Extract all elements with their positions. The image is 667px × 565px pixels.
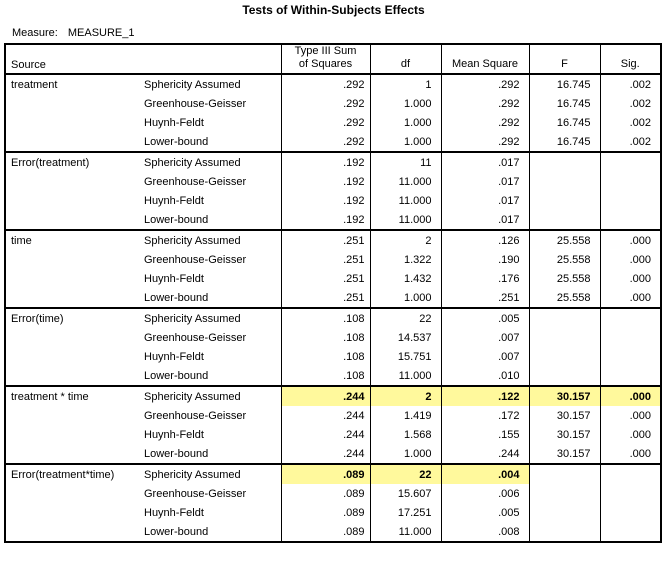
f-cell: 25.558 — [529, 230, 600, 250]
mean-square-cell: .126 — [441, 230, 529, 250]
mean-square-cell: .004 — [441, 464, 529, 484]
source-cell — [5, 172, 139, 191]
f-cell: 16.745 — [529, 132, 600, 152]
source-cell — [5, 288, 139, 308]
mean-square-cell: .017 — [441, 191, 529, 210]
sig-cell — [600, 210, 661, 230]
sum-of-squares-cell: .108 — [281, 366, 370, 386]
table-row — [5, 522, 661, 542]
df-cell: 1.000 — [370, 132, 441, 152]
correction-method-cell: Huynh-Feldt — [139, 269, 281, 288]
df-cell: 2 — [370, 230, 441, 250]
sig-cell — [600, 464, 661, 484]
mean-square-cell: .008 — [441, 522, 529, 542]
measure-line — [12, 27, 135, 39]
f-cell — [529, 464, 600, 484]
sig-cell: .000 — [600, 386, 661, 406]
source-group — [5, 74, 661, 152]
sum-of-squares-cell: .108 — [281, 347, 370, 366]
sum-of-squares-cell: .192 — [281, 152, 370, 172]
sum-of-squares-cell: .089 — [281, 484, 370, 503]
correction-method-cell: Greenhouse-Geisser — [139, 94, 281, 113]
sig-cell — [600, 366, 661, 386]
mean-square-cell: .007 — [441, 328, 529, 347]
sig-cell: .002 — [600, 113, 661, 132]
sum-of-squares-cell: .251 — [281, 230, 370, 250]
mean-square-cell: .172 — [441, 406, 529, 425]
sig-cell — [600, 191, 661, 210]
correction-method-cell: Lower-bound — [139, 132, 281, 152]
sum-of-squares-cell: .108 — [281, 308, 370, 328]
sig-cell: .000 — [600, 269, 661, 288]
sig-cell: .000 — [600, 250, 661, 269]
table-row — [5, 250, 661, 269]
f-cell: 30.157 — [529, 425, 600, 444]
f-cell — [529, 328, 600, 347]
f-cell — [529, 503, 600, 522]
source-cell: treatment — [5, 74, 139, 94]
f-cell — [529, 308, 600, 328]
sig-cell — [600, 152, 661, 172]
correction-method-cell: Lower-bound — [139, 288, 281, 308]
mean-square-cell: .007 — [441, 347, 529, 366]
f-cell: 25.558 — [529, 288, 600, 308]
sig-cell — [600, 484, 661, 503]
source-cell — [5, 132, 139, 152]
sig-cell — [600, 308, 661, 328]
source-cell: time — [5, 230, 139, 250]
mean-square-cell: .176 — [441, 269, 529, 288]
correction-method-cell: Sphericity Assumed — [139, 386, 281, 406]
f-cell — [529, 172, 600, 191]
correction-method-cell: Huynh-Feldt — [139, 425, 281, 444]
f-cell — [529, 366, 600, 386]
sum-of-squares-cell: .089 — [281, 464, 370, 484]
df-cell: 22 — [370, 464, 441, 484]
table-row — [5, 230, 661, 250]
df-cell: 11.000 — [370, 191, 441, 210]
mean-square-cell: .122 — [441, 386, 529, 406]
correction-method-cell: Huynh-Feldt — [139, 347, 281, 366]
mean-square-cell: .292 — [441, 94, 529, 113]
df-cell: 1.000 — [370, 113, 441, 132]
header-row — [5, 44, 661, 74]
mean-square-cell: .017 — [441, 210, 529, 230]
sig-cell: .002 — [600, 94, 661, 113]
source-cell — [5, 269, 139, 288]
sig-cell — [600, 503, 661, 522]
sig-cell: .000 — [600, 288, 661, 308]
correction-method-cell: Greenhouse-Geisser — [139, 328, 281, 347]
df-cell: 11 — [370, 152, 441, 172]
correction-method-cell: Lower-bound — [139, 210, 281, 230]
table-row — [5, 347, 661, 366]
df-cell: 1.568 — [370, 425, 441, 444]
table-row — [5, 464, 661, 484]
measure-label: Measure: — [12, 27, 58, 39]
df-cell: 1 — [370, 74, 441, 94]
f-cell: 16.745 — [529, 94, 600, 113]
f-cell — [529, 522, 600, 542]
table-row — [5, 210, 661, 230]
sum-of-squares-cell: .192 — [281, 210, 370, 230]
source-cell: treatment * time — [5, 386, 139, 406]
source-cell — [5, 113, 139, 132]
source-cell — [5, 191, 139, 210]
header-f: F — [529, 44, 600, 74]
table-row — [5, 94, 661, 113]
sum-of-squares-cell: .108 — [281, 328, 370, 347]
measure-value: MEASURE_1 — [67, 27, 135, 39]
table-row — [5, 113, 661, 132]
df-cell: 15.607 — [370, 484, 441, 503]
mean-square-cell: .010 — [441, 366, 529, 386]
sum-of-squares-cell: .292 — [281, 132, 370, 152]
f-cell: 30.157 — [529, 444, 600, 464]
sig-cell — [600, 522, 661, 542]
sum-of-squares-cell: .292 — [281, 94, 370, 113]
mean-square-cell: .251 — [441, 288, 529, 308]
source-cell: Error(treatment*time) — [5, 464, 139, 484]
f-cell: 16.745 — [529, 113, 600, 132]
header-ss-line1: Type III Sum — [294, 45, 357, 57]
source-cell — [5, 425, 139, 444]
table-row — [5, 484, 661, 503]
f-cell — [529, 191, 600, 210]
df-cell: 1.322 — [370, 250, 441, 269]
mean-square-cell: .155 — [441, 425, 529, 444]
f-cell — [529, 210, 600, 230]
source-group — [5, 230, 661, 308]
table-row — [5, 444, 661, 464]
sum-of-squares-cell: .244 — [281, 444, 370, 464]
sum-of-squares-cell: .089 — [281, 503, 370, 522]
f-cell — [529, 484, 600, 503]
f-cell: 30.157 — [529, 406, 600, 425]
header-sum-of-squares — [281, 44, 370, 74]
mean-square-cell: .006 — [441, 484, 529, 503]
sig-cell: .000 — [600, 444, 661, 464]
table-title: Tests of Within-Subjects Effects — [242, 3, 425, 17]
df-cell: 1.000 — [370, 444, 441, 464]
source-cell: Error(time) — [5, 308, 139, 328]
sig-cell — [600, 172, 661, 191]
table-row — [5, 172, 661, 191]
source-cell — [5, 328, 139, 347]
source-cell — [5, 250, 139, 269]
sum-of-squares-cell: .251 — [281, 269, 370, 288]
correction-method-cell: Sphericity Assumed — [139, 464, 281, 484]
correction-method-cell: Sphericity Assumed — [139, 152, 281, 172]
sum-of-squares-cell: .192 — [281, 191, 370, 210]
sum-of-squares-cell: .192 — [281, 172, 370, 191]
sig-cell — [600, 328, 661, 347]
df-cell: 11.000 — [370, 210, 441, 230]
table-row — [5, 328, 661, 347]
f-cell — [529, 152, 600, 172]
source-group — [5, 308, 661, 386]
df-cell: 1.432 — [370, 269, 441, 288]
mean-square-cell: .005 — [441, 308, 529, 328]
f-cell — [529, 347, 600, 366]
table-row — [5, 308, 661, 328]
source-cell — [5, 210, 139, 230]
table-row — [5, 406, 661, 425]
source-cell — [5, 406, 139, 425]
sig-cell: .000 — [600, 406, 661, 425]
df-cell: 2 — [370, 386, 441, 406]
df-cell: 17.251 — [370, 503, 441, 522]
source-cell — [5, 94, 139, 113]
correction-method-cell: Greenhouse-Geisser — [139, 172, 281, 191]
correction-method-cell: Lower-bound — [139, 522, 281, 542]
f-cell: 25.558 — [529, 269, 600, 288]
table-row — [5, 503, 661, 522]
source-cell — [5, 522, 139, 542]
sum-of-squares-cell: .251 — [281, 288, 370, 308]
mean-square-cell: .244 — [441, 444, 529, 464]
f-cell: 30.157 — [529, 386, 600, 406]
header-source: Source — [5, 44, 281, 74]
table-row — [5, 132, 661, 152]
correction-method-cell: Greenhouse-Geisser — [139, 484, 281, 503]
correction-method-cell: Sphericity Assumed — [139, 308, 281, 328]
source-cell: Error(treatment) — [5, 152, 139, 172]
mean-square-cell: .005 — [441, 503, 529, 522]
correction-method-cell: Lower-bound — [139, 444, 281, 464]
sum-of-squares-cell: .251 — [281, 250, 370, 269]
correction-method-cell: Sphericity Assumed — [139, 230, 281, 250]
df-cell: 11.000 — [370, 522, 441, 542]
table-row — [5, 191, 661, 210]
header-ss-line2: of Squares — [298, 58, 353, 70]
source-cell — [5, 347, 139, 366]
table-row — [5, 74, 661, 94]
header-df: df — [370, 44, 441, 74]
header-sig: Sig. — [600, 44, 661, 74]
correction-method-cell: Greenhouse-Geisser — [139, 250, 281, 269]
df-cell: 15.751 — [370, 347, 441, 366]
within-subjects-effects-table — [4, 43, 662, 543]
mean-square-cell: .292 — [441, 113, 529, 132]
sum-of-squares-cell: .244 — [281, 386, 370, 406]
sig-cell: .002 — [600, 74, 661, 94]
sig-cell: .000 — [600, 425, 661, 444]
mean-square-cell: .017 — [441, 152, 529, 172]
source-group — [5, 152, 661, 230]
source-cell — [5, 366, 139, 386]
source-cell — [5, 503, 139, 522]
table-row — [5, 269, 661, 288]
correction-method-cell: Greenhouse-Geisser — [139, 406, 281, 425]
df-cell: 1.000 — [370, 288, 441, 308]
df-cell: 22 — [370, 308, 441, 328]
sum-of-squares-cell: .244 — [281, 406, 370, 425]
sig-cell: .002 — [600, 132, 661, 152]
correction-method-cell: Sphericity Assumed — [139, 74, 281, 94]
table-row — [5, 288, 661, 308]
header-mean-square: Mean Square — [441, 44, 529, 74]
df-cell: 1.419 — [370, 406, 441, 425]
mean-square-cell: .017 — [441, 172, 529, 191]
df-cell: 1.000 — [370, 94, 441, 113]
mean-square-cell: .190 — [441, 250, 529, 269]
source-cell — [5, 484, 139, 503]
source-group — [5, 464, 661, 542]
sum-of-squares-cell: .292 — [281, 74, 370, 94]
correction-method-cell: Huynh-Feldt — [139, 113, 281, 132]
correction-method-cell: Huynh-Feldt — [139, 191, 281, 210]
sig-cell — [600, 347, 661, 366]
df-cell: 11.000 — [370, 366, 441, 386]
correction-method-cell: Huynh-Feldt — [139, 503, 281, 522]
table-row — [5, 425, 661, 444]
df-cell: 14.537 — [370, 328, 441, 347]
table-row — [5, 386, 661, 406]
sum-of-squares-cell: .089 — [281, 522, 370, 542]
table-row — [5, 152, 661, 172]
source-cell — [5, 444, 139, 464]
f-cell: 16.745 — [529, 74, 600, 94]
sig-cell: .000 — [600, 230, 661, 250]
mean-square-cell: .292 — [441, 132, 529, 152]
table-row — [5, 366, 661, 386]
df-cell: 11.000 — [370, 172, 441, 191]
sum-of-squares-cell: .292 — [281, 113, 370, 132]
correction-method-cell: Lower-bound — [139, 366, 281, 386]
mean-square-cell: .292 — [441, 74, 529, 94]
f-cell: 25.558 — [529, 250, 600, 269]
source-group — [5, 386, 661, 464]
sum-of-squares-cell: .244 — [281, 425, 370, 444]
